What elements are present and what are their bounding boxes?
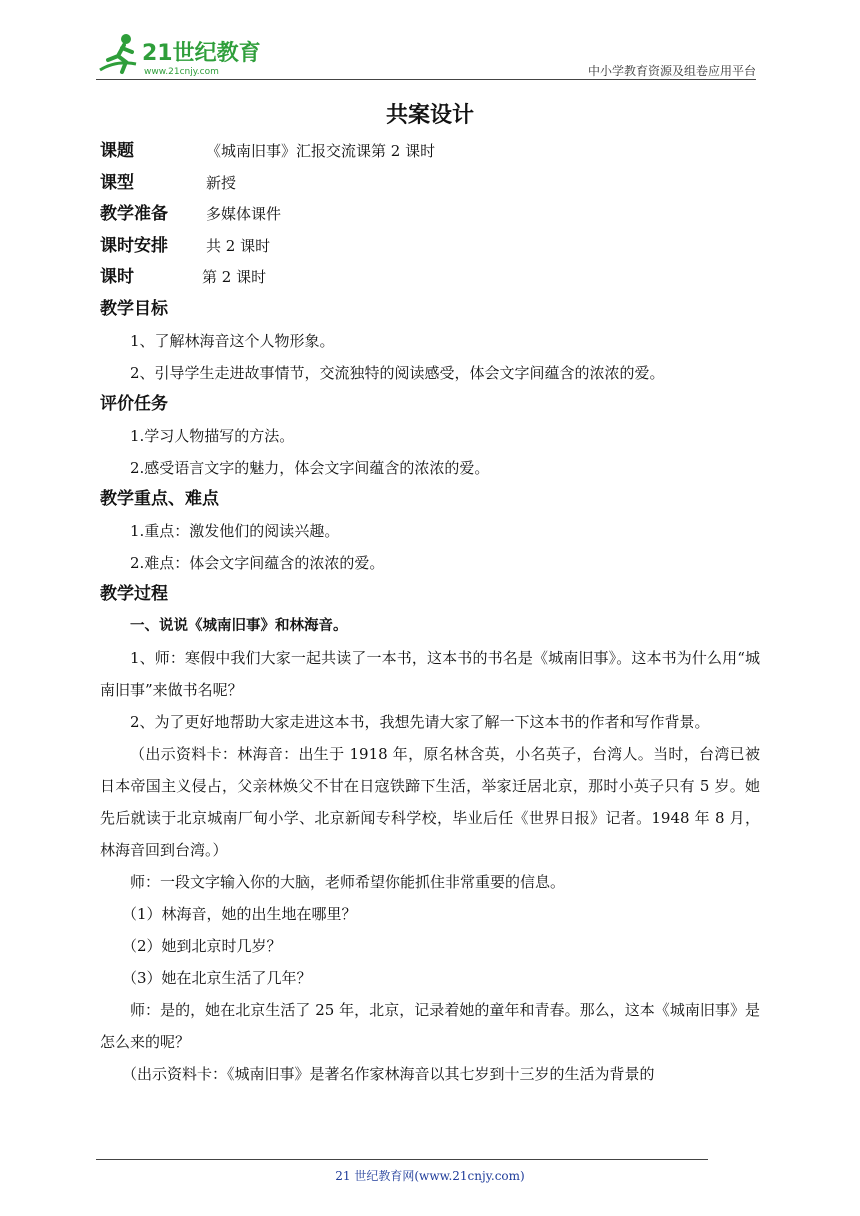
meta-row-type bbox=[100, 168, 760, 200]
process-paragraph: （出示资料卡：《城南旧事》是著名作家林海音以其七岁到十三岁的生活为背景的 bbox=[122, 1064, 655, 1083]
section-heading-keypoints: 教学重点、难点 bbox=[100, 488, 219, 509]
meta-label: 课题 bbox=[100, 141, 134, 161]
meta-value: 多媒体课件 bbox=[206, 205, 282, 223]
goal-item: 1、了解林海音这个人物形象。 bbox=[130, 331, 335, 350]
page-footer: 21 世纪教育网(www.21cnjy.com) bbox=[335, 1169, 525, 1183]
platform-name: 中小学教育资源及组卷应用平台 bbox=[587, 64, 756, 78]
keypoint-item: 1.重点：激发他们的阅读兴趣。 bbox=[130, 521, 340, 540]
section-heading-goals: 教学目标 bbox=[100, 298, 168, 319]
meta-row-topic bbox=[100, 136, 760, 168]
meta-value: 第 2 课时 bbox=[202, 268, 267, 286]
evaluation-item: 2.感受语言文字的魅力，体会文字间蕴含的浓浓的爱。 bbox=[130, 458, 490, 477]
meta-label: 课时 bbox=[100, 267, 134, 287]
meta-value: 《城南旧事》汇报交流课第 2 课时 bbox=[206, 142, 436, 160]
footer-divider bbox=[96, 1159, 708, 1160]
document-body bbox=[100, 96, 760, 1090]
process-question: （1）林海音，她的出生地在哪里？ bbox=[122, 904, 357, 923]
logo-brand-text: 21世纪教育 bbox=[142, 41, 261, 66]
process-paragraph: （出示资料卡：林海音：出生于 1918 年，原名林含英，小名英子，台湾人。当时，台湾已被日本帝国主义侵占，父亲林焕父不甘在日寇铁蹄下生活，举家迁居北京，那时小英子只有 5 岁。她先后就读于北京城南厂甸小学、北京新闻专科学校，毕业后任《世界日报》记者。1948 年 8 月，林海音回到台湾。） bbox=[100, 744, 760, 859]
goal-item: 2、引导学生走进故事情节，交流独特的阅读感受，体会文字间蕴含的浓浓的爱。 bbox=[130, 363, 665, 382]
header-divider bbox=[96, 79, 756, 80]
process-paragraph: 师：一段文字输入你的大脑，老师希望你能抓住非常重要的信息。 bbox=[130, 872, 566, 891]
process-paragraph: 师：是的，她在北京生活了 25 年，北京，记录着她的童年和青春。那么，这本《城南旧事》是怎么来的呢？ bbox=[100, 1000, 760, 1051]
evaluation-item: 1.学习人物描写的方法。 bbox=[130, 426, 295, 445]
process-paragraph: 2、为了更好地帮助大家走进这本书，我想先请大家了解一下这本书的作者和写作背景。 bbox=[130, 712, 710, 731]
process-question: （3）她在北京生活了几年？ bbox=[122, 968, 312, 987]
page-header bbox=[96, 30, 756, 80]
meta-row-preparation bbox=[100, 199, 760, 231]
meta-row-schedule bbox=[100, 231, 760, 263]
meta-value: 共 2 课时 bbox=[206, 236, 271, 255]
meta-label: 课型 bbox=[100, 172, 134, 193]
21cnjy-logo bbox=[96, 30, 266, 78]
section-heading-evaluation: 评价任务 bbox=[100, 393, 168, 414]
meta-value: 新授 bbox=[206, 173, 237, 192]
process-question: （2）她到北京时几岁？ bbox=[122, 936, 282, 955]
logo-url-text: www.21cnjy.com bbox=[144, 67, 219, 77]
process-step-heading: 一、说说《城南旧事》和林海音。 bbox=[130, 617, 348, 634]
runner-icon bbox=[100, 34, 136, 72]
keypoint-item: 2.难点：体会文字间蕴含的浓浓的爱。 bbox=[130, 553, 385, 572]
meta-label: 教学准备 bbox=[100, 204, 168, 224]
meta-row-period bbox=[100, 262, 760, 294]
page-title: 共案设计 bbox=[385, 103, 474, 128]
meta-label: 课时安排 bbox=[100, 235, 168, 256]
process-paragraph: 1、师：寒假中我们大家一起共读了一本书，这本书的书名是《城南旧事》。这本书为什么用“城南旧事”来做书名呢？ bbox=[100, 648, 760, 699]
section-heading-process: 教学过程 bbox=[100, 583, 168, 604]
